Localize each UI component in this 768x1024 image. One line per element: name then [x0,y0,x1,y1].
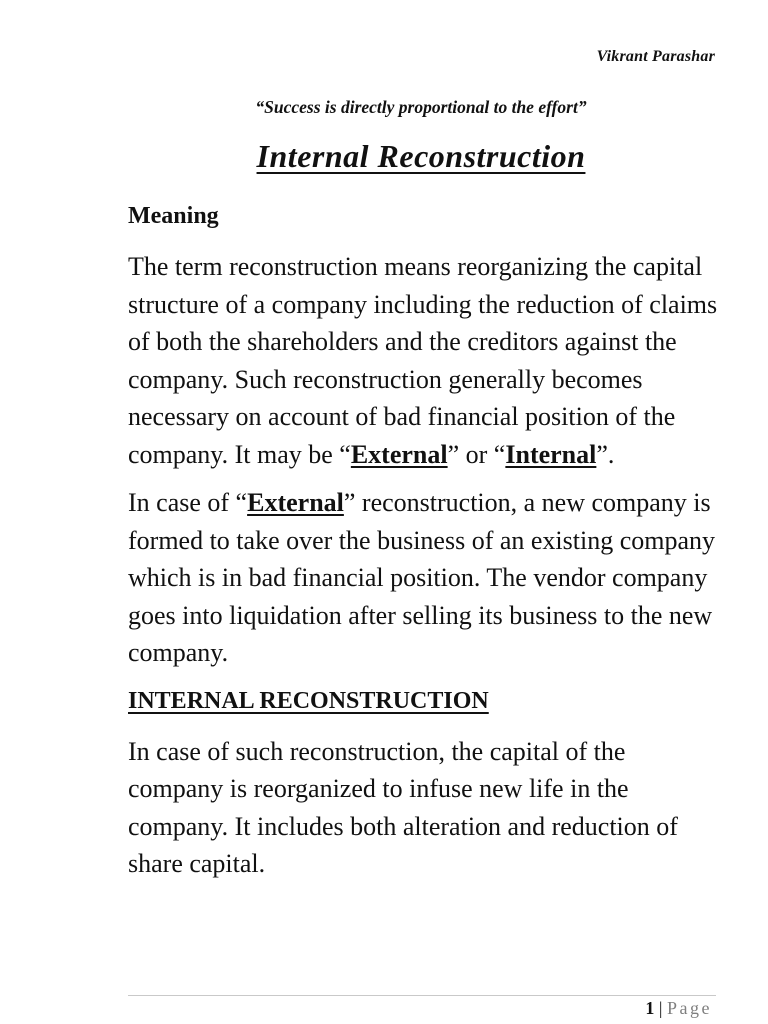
page-label: Page [667,998,712,1018]
author-name: Vikrant Parashar [596,48,715,65]
keyword-external: External [247,488,344,517]
header-quote: “Success is directly proportional to the effort” [255,97,587,117]
keyword-external: External [350,439,448,469]
paragraph-text: ” reconstruction, a new company is formed to take over the business of an existing company which is in bad financial position. The vendor company goes into liquidation after selling its business to the new company. [128,488,716,667]
page-title [0,138,768,175]
footer-divider [128,995,716,996]
footer-separator: | [658,998,663,1018]
document-body [128,198,718,894]
page-title-text: Internal Reconstruction [256,138,586,174]
paragraph-external [128,484,718,672]
page-number: 1 [645,998,655,1018]
page-footer [645,998,712,1019]
paragraph-text: The term reconstruction means reorganizing the capital structure of a company including the reduction of claims of both the shareholders and the creditors against the company. Such reconstruction generally becomes necessary on account of bad financial position of the company. It may be “ [128,252,718,469]
meaning-heading: Meaning [128,203,219,229]
paragraph-text: In case of “ [128,488,248,517]
paragraph-text: ”. [596,439,615,469]
paragraph-internal: In case of such reconstruction, the capital of the company is reorganized to infuse new life in the company. It includes both alteration and reduction of share capital. [128,736,678,878]
keyword-internal: Internal [505,439,597,469]
paragraph-text: ” or “ [447,439,506,469]
internal-reconstruction-heading: INTERNAL RECONSTRUCTION [128,687,489,714]
paragraph-meaning [128,248,718,473]
